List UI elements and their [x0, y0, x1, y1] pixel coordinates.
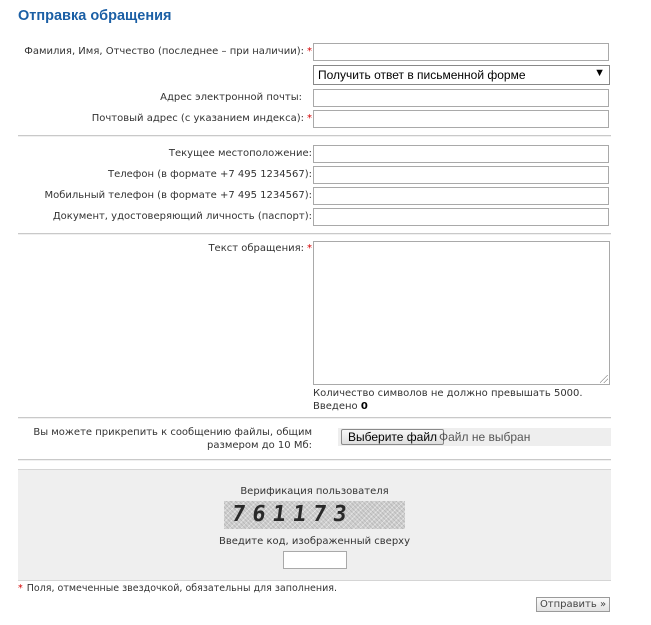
full-name-input[interactable]: [313, 43, 609, 61]
postal-address-input[interactable]: [313, 110, 609, 128]
mobile-phone-label: Мобильный телефон (в формате +7 495 1234567):: [44, 190, 312, 201]
postal-address-label: Почтовый адрес (с указанием индекса): *: [91, 113, 312, 124]
required-mark: *: [307, 46, 312, 57]
full-name-label: Фамилия, Имя, Отчество (последнее – при наличии): *: [24, 46, 312, 57]
phone-label: Телефон (в формате +7 495 1234567):: [108, 169, 312, 180]
captcha-code: 761173: [230, 502, 356, 527]
location-label: Текущее местоположение:: [168, 148, 312, 159]
message-label: Текст обращения: *: [208, 243, 312, 254]
captcha-image: [224, 501, 405, 529]
divider: [18, 459, 611, 461]
divider: [18, 417, 611, 419]
required-mark: *: [18, 583, 23, 594]
answer-mode-selected: Получить ответ в письменной форме: [318, 68, 526, 82]
attachment-label: Вы можете прикрепить к сообщению файлы, общим размером до 10 Мб:: [33, 427, 312, 451]
char-limit-note: [313, 387, 583, 413]
captcha-title: Верификация пользователя: [240, 486, 389, 497]
message-textarea[interactable]: [313, 241, 610, 385]
page-title: Отправка обращения: [18, 8, 172, 24]
document-label: Документ, удостоверяющий личность (паспорт):: [52, 211, 312, 222]
captcha-input[interactable]: [283, 551, 347, 569]
captcha-section: [18, 469, 611, 581]
answer-mode-select[interactable]: [313, 65, 610, 85]
required-mark: *: [307, 243, 312, 254]
char-limit-text: Количество символов не должно превышать 5000.: [313, 388, 583, 399]
mobile-phone-input[interactable]: [313, 187, 609, 205]
divider: [18, 135, 611, 137]
file-upload[interactable]: [338, 428, 611, 446]
email-label: Адрес электронной почты:: [160, 92, 302, 103]
location-input[interactable]: [313, 145, 609, 163]
chars-entered-count: 0: [360, 401, 368, 412]
file-status: Файл не выбран: [439, 430, 531, 444]
divider: [18, 233, 611, 235]
submit-button[interactable]: Отправить »: [536, 597, 610, 612]
email-input[interactable]: [313, 89, 609, 107]
captcha-prompt: Введите код, изображенный сверху: [218, 536, 411, 547]
chars-entered: Введено 0: [313, 401, 368, 412]
choose-file-button[interactable]: Выберите файл: [341, 429, 444, 445]
document-input[interactable]: [313, 208, 609, 226]
resize-grip-icon[interactable]: [600, 375, 608, 383]
phone-input[interactable]: [313, 166, 609, 184]
required-fields-note: * Поля, отмеченные звездочкой, обязательны для заполнения.: [18, 583, 337, 594]
required-mark: *: [307, 113, 312, 124]
dropdown-arrow-icon: ▼: [594, 67, 605, 79]
